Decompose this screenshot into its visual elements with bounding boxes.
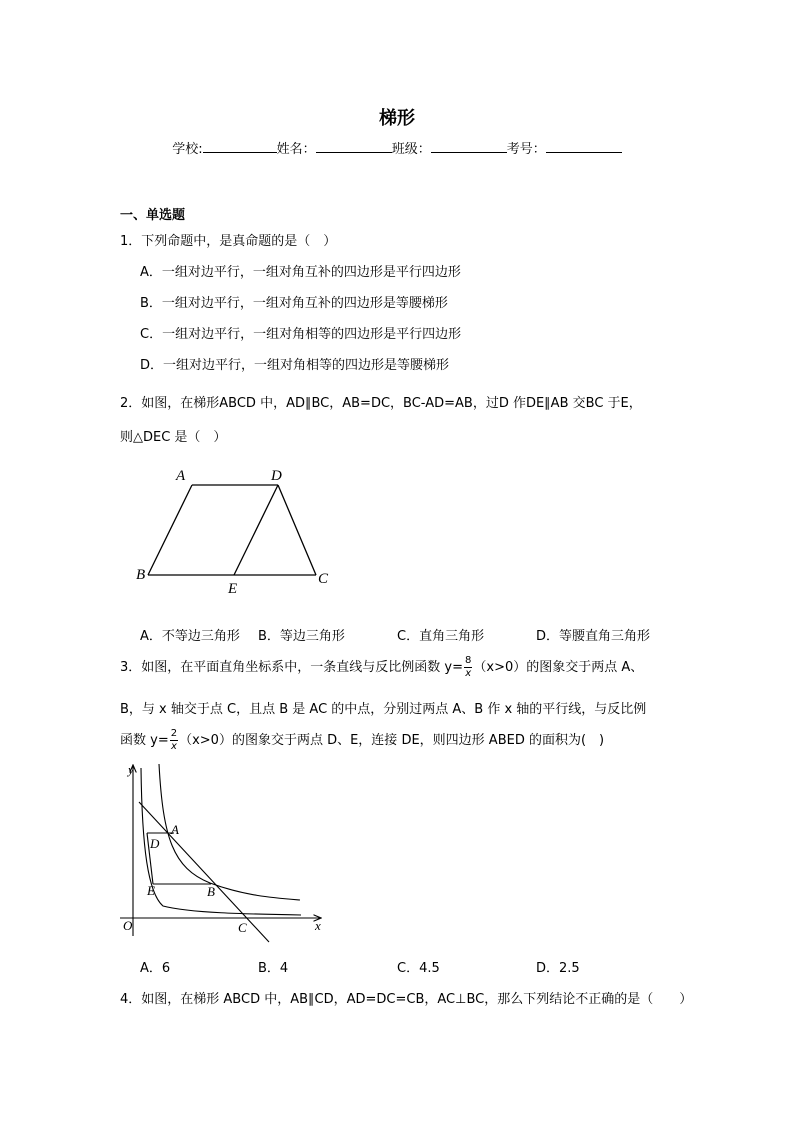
label-a: A [171, 822, 179, 837]
name-blank[interactable] [316, 140, 392, 153]
axis-label-x: x [315, 918, 321, 933]
q3-line1-start: 3．如图，在平面直角坐标系中，一条直线与反比例函数 y= [120, 660, 463, 675]
label-d: D [150, 836, 160, 851]
segment-de [234, 485, 278, 575]
label-e: E [228, 581, 238, 597]
class-label: 班级： [391, 142, 431, 157]
label-origin: O [123, 918, 133, 933]
q3-line3-start: 函数 y= [120, 733, 169, 748]
q1-option-a[interactable]: A．一组对边平行，一组对角互补的四边形是平行四边形 [140, 265, 461, 280]
line-through-a-b-c [139, 802, 269, 942]
q3-option-d[interactable]: D．2.5 [536, 961, 580, 976]
number-blank[interactable] [546, 140, 622, 153]
q3-coordinate-figure [115, 758, 335, 948]
fraction-2-over-x: $\frac{2}{x}$ [170, 728, 178, 752]
label-e: E [147, 883, 155, 898]
label-c: C [238, 920, 247, 935]
q1-stem: 1．下列命题中，是真命题的是（ ） [120, 234, 337, 249]
curve-y-2-over-x [141, 768, 301, 915]
label-b: B [207, 884, 215, 899]
q1-option-d[interactable]: D．一组对边平行，一组对角相等的四边形是等腰梯形 [140, 358, 450, 373]
q3-stem-line3 [120, 728, 604, 753]
q2-stem-line1: 2．如图，在梯形ABCD 中，AD∥BC，AB=DC，BC-AD=AB，过D 作DE∥AB 交BC 于E， [120, 396, 642, 411]
label-d: D [271, 468, 282, 484]
q2-trapezoid-figure [130, 460, 340, 600]
school-label: 学校: [172, 142, 203, 157]
q3-stem-line2: B，与 x 轴交于点 C，且点 B 是 AC 的中点，分别过两点 A、B 作 x 轴的平行线，与反比例 [120, 702, 647, 717]
q2-option-a[interactable]: A．不等边三角形 [140, 629, 240, 644]
curve-y-8-over-x [159, 764, 300, 900]
q3-stem-line1 [120, 655, 643, 680]
q3-option-b[interactable]: B．4 [258, 961, 289, 976]
fraction-8-over-x: $\frac{8}{x}$ [465, 655, 472, 679]
q3-option-c[interactable]: C．4.5 [397, 961, 440, 976]
axis-label-y: y [128, 762, 134, 777]
segment-ab [148, 485, 192, 575]
q2-option-b[interactable]: B．等边三角形 [258, 629, 345, 644]
q2-option-d[interactable]: D．等腰直角三角形 [536, 629, 651, 644]
label-a: A [176, 468, 186, 484]
label-b: B [136, 567, 146, 583]
student-info-line [0, 138, 794, 157]
school-blank[interactable] [203, 140, 277, 153]
q3-line3-end: （x>0）的图象交于两点 D、E，连接 DE，则四边形 ABED 的面积为( ) [179, 733, 605, 748]
number-label: 考号： [506, 142, 546, 157]
q3-line1-end: （x>0）的图象交于两点 A、 [473, 660, 644, 675]
q2-option-c[interactable]: C．直角三角形 [397, 629, 485, 644]
segment-dc [278, 485, 316, 575]
section-heading: 一、单选题 [120, 208, 186, 223]
q2-stem-line2: 则△DEC 是（ ） [120, 430, 227, 445]
page-title: 梯形 [379, 108, 415, 129]
name-label: 姓名： [276, 142, 316, 157]
q4-stem: 4．如图，在梯形 ABCD 中，AB∥CD，AD=DC=CB，AC⊥BC，那么下列结论不正确的是（ ） [120, 992, 693, 1007]
q1-option-c[interactable]: C．一组对边平行，一组对角相等的四边形是平行四边形 [140, 327, 462, 342]
class-blank[interactable] [431, 140, 507, 153]
q1-option-b[interactable]: B．一组对边平行，一组对角互补的四边形是等腰梯形 [140, 296, 448, 311]
q3-option-a[interactable]: A．6 [140, 961, 171, 976]
label-c: C [318, 571, 329, 587]
